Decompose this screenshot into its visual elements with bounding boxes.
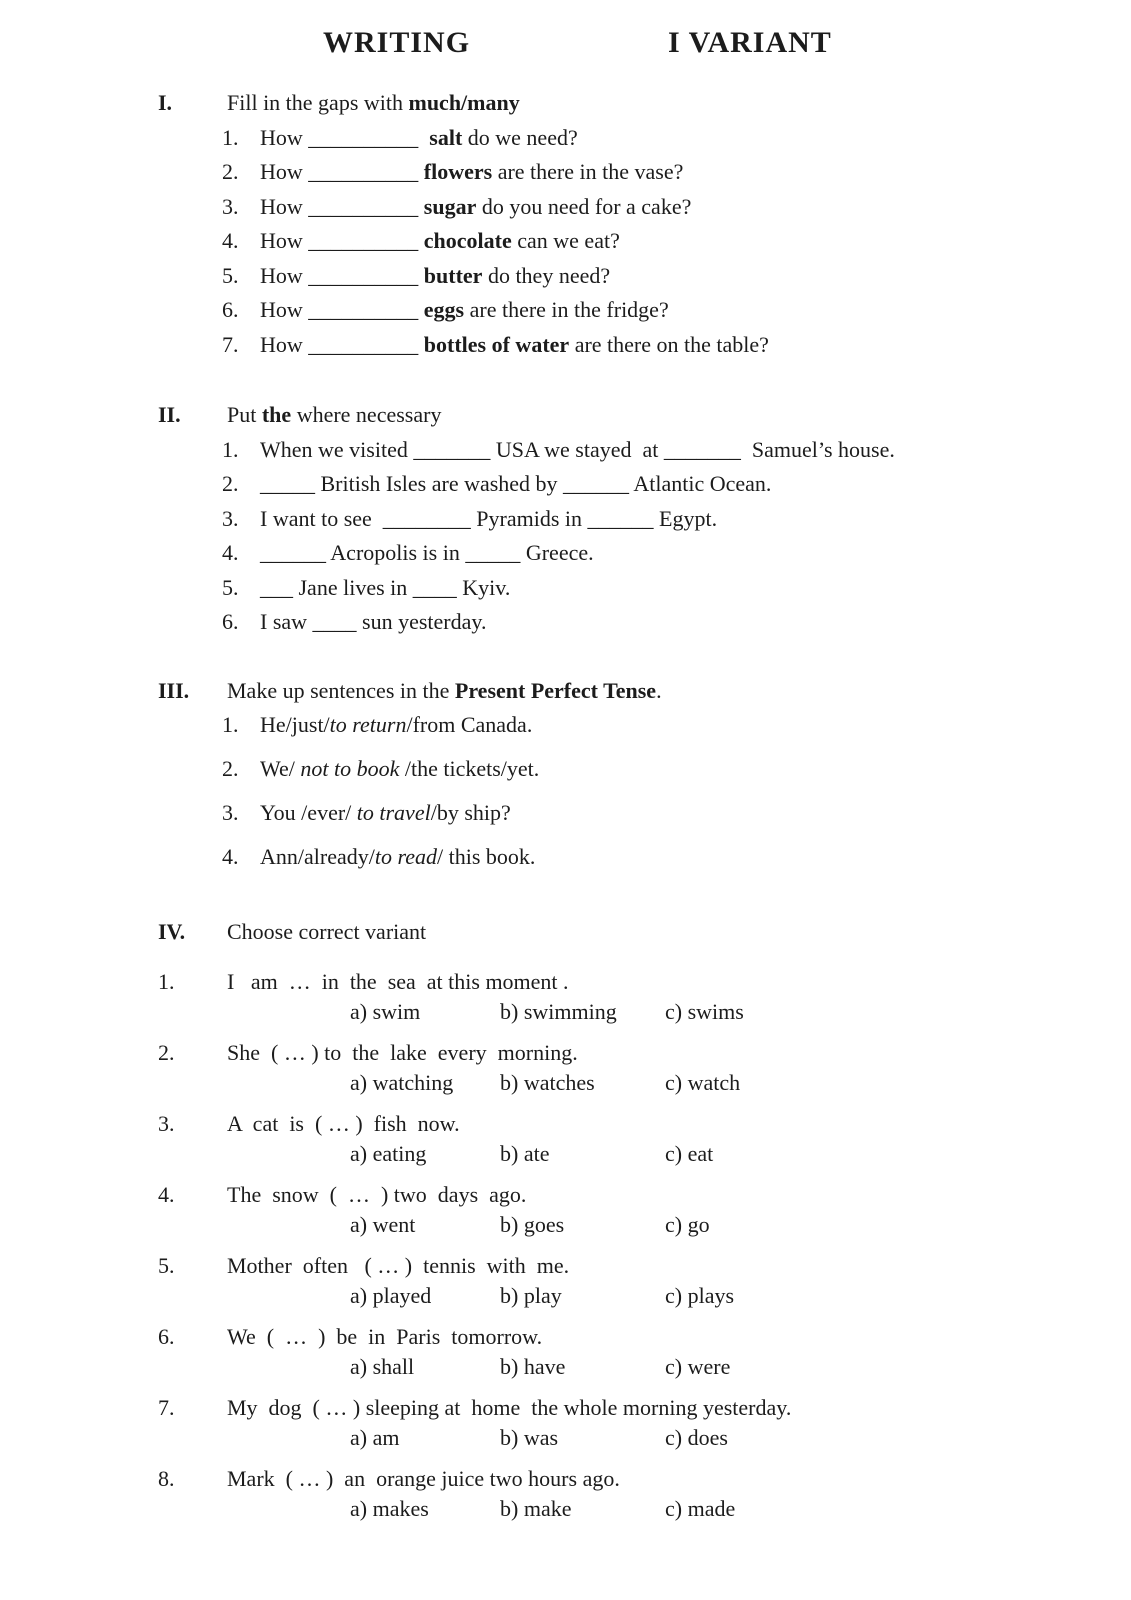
item-number: 5. (222, 574, 239, 600)
item-text (260, 840, 535, 875)
options-row (0, 997, 1131, 1027)
item-number: 3. (222, 800, 239, 825)
text-run: I want to see ________ Pyramids in ______ Egypt. (260, 505, 718, 531)
text-run: bottles of water (423, 331, 570, 357)
section-header (0, 915, 1131, 950)
option-c: c) swims (665, 999, 744, 1024)
question-number: 7. (158, 1395, 175, 1420)
list-item (0, 752, 1131, 787)
text-run: I saw ____ sun yesterday. (260, 609, 487, 634)
section-numeral: II. (158, 402, 181, 427)
item-text (260, 467, 771, 502)
list-item (0, 190, 1131, 225)
text-run: When we visited _______ USA we stayed at _______ Samuel’s house. (260, 436, 895, 462)
option-a: a) swim (350, 999, 421, 1024)
title-row (323, 26, 1131, 60)
options-row (0, 1423, 1131, 1453)
item-text (260, 259, 610, 294)
option-a: a) am (350, 1425, 400, 1450)
mcq-item (0, 1038, 1131, 1098)
option-b: b) was (500, 1425, 559, 1450)
text-run: How __________ (260, 159, 424, 184)
question-number: 6. (158, 1324, 175, 1349)
item-number: 2. (222, 471, 239, 496)
text-run: How __________ (260, 262, 424, 288)
list-item (0, 259, 1131, 294)
mcq-question (0, 1180, 1131, 1210)
text-run: do they need? (482, 262, 611, 288)
options-row (0, 1139, 1131, 1169)
options-row (0, 1281, 1131, 1311)
list-item (0, 536, 1131, 571)
text-run: do we need? (462, 124, 578, 150)
mcq-question (0, 967, 1131, 997)
item-text (260, 433, 895, 468)
section-heading (227, 915, 426, 950)
text-run: to read (374, 844, 437, 869)
item-number: 3. (222, 193, 239, 219)
mcq-question (0, 1038, 1131, 1068)
mcq-item (0, 1393, 1131, 1453)
text-run: You /ever/ (260, 800, 357, 825)
text-run: not to book (300, 756, 400, 781)
text-run: can we eat? (511, 228, 620, 253)
list-item (0, 840, 1131, 875)
section-heading (227, 398, 441, 433)
section-heading (227, 674, 662, 709)
text-run: . (656, 677, 662, 703)
section-numeral: III. (158, 677, 190, 703)
option-c: c) go (665, 1212, 710, 1237)
item-text (260, 224, 620, 259)
text-run: How __________ (260, 124, 430, 150)
item-number: 2. (222, 159, 239, 184)
list-item (0, 293, 1131, 328)
list-item (0, 224, 1131, 259)
section-numeral: I. (158, 90, 173, 115)
option-a: a) went (350, 1212, 416, 1237)
item-text (260, 293, 669, 328)
text-run: We/ (260, 756, 301, 781)
text-run: How __________ (260, 297, 424, 322)
item-text (260, 708, 532, 743)
option-b: b) goes (500, 1212, 565, 1237)
option-c: c) plays (665, 1283, 735, 1308)
options-row (0, 1068, 1131, 1098)
item-number: 4. (222, 228, 239, 253)
item-text (260, 155, 683, 190)
section-header (0, 674, 1131, 709)
question-number: 8. (158, 1466, 175, 1491)
options-row (0, 1352, 1131, 1382)
section-numeral: IV. (158, 918, 186, 944)
item-number: 2. (222, 756, 239, 781)
text-run: eggs (423, 297, 465, 322)
text-run: where necessary (291, 402, 442, 427)
item-text (260, 571, 510, 606)
text-run: / this book. (436, 844, 536, 869)
text-run: How __________ (260, 193, 424, 219)
text-run: butter (423, 262, 483, 288)
text-run: are there on the table? (569, 331, 769, 357)
text-run: salt (429, 124, 463, 150)
list-item (0, 328, 1131, 363)
option-a: a) watching (350, 1070, 454, 1095)
text-run: How __________ (260, 228, 424, 253)
mcq-question (0, 1393, 1131, 1423)
option-c: c) eat (665, 1141, 714, 1166)
text-run: much/many (408, 90, 520, 115)
item-text (260, 190, 691, 225)
item-text (260, 121, 578, 156)
question-text: We ( … ) be in Paris tomorrow. (227, 1324, 543, 1349)
page-title: WRITING (323, 26, 471, 59)
text-run: Present Perfect Tense (454, 677, 657, 703)
text-run: How __________ (260, 331, 424, 357)
list-item (0, 433, 1131, 468)
item-text (260, 502, 717, 537)
option-b: b) swimming (500, 999, 617, 1024)
item-text (260, 752, 539, 787)
list-item (0, 502, 1131, 537)
section-ii (0, 398, 1131, 640)
text-run: flowers (423, 159, 493, 184)
text-run: sugar (423, 193, 477, 219)
list-item (0, 467, 1131, 502)
item-number: 1. (222, 124, 239, 150)
list-item (0, 708, 1131, 743)
option-c: c) made (665, 1496, 736, 1521)
section-header (0, 86, 1131, 121)
list-item (0, 605, 1131, 640)
item-number: 6. (222, 297, 239, 322)
item-text (260, 796, 511, 831)
text-run: Make up sentences in the (227, 677, 455, 703)
mcq-question (0, 1109, 1131, 1139)
text-run: do you need for a cake? (476, 193, 692, 219)
item-text (260, 328, 769, 363)
text-run: /by ship? (430, 800, 511, 825)
question-text: I am … in the sea at this moment . (227, 969, 569, 994)
mcq-question (0, 1322, 1131, 1352)
option-b: b) ate (500, 1141, 550, 1166)
question-text: A cat is ( … ) fish now. (227, 1111, 460, 1136)
section-i (0, 86, 1131, 362)
text-run: He/just/ (260, 712, 330, 737)
option-b: b) have (500, 1354, 566, 1379)
question-text: She ( … ) to the lake every morning. (227, 1040, 578, 1065)
text-run: _____ British Isles are washed by ______ Atlantic Ocean. (260, 471, 772, 496)
option-b: b) make (500, 1496, 572, 1521)
text-run: chocolate (423, 228, 512, 253)
option-a: a) played (350, 1283, 432, 1308)
text-run: to travel (356, 800, 431, 825)
question-number: 5. (158, 1253, 175, 1278)
variant-label: I VARIANT (668, 26, 832, 59)
option-c: c) does (665, 1425, 728, 1450)
text-run: Fill in the gaps with (227, 90, 409, 115)
text-run: /the tickets/yet. (399, 756, 540, 781)
question-text: Mark ( … ) an orange juice two hours ago. (227, 1466, 620, 1491)
list-item (0, 571, 1131, 606)
options-row (0, 1210, 1131, 1240)
item-number: 4. (222, 540, 239, 565)
item-number: 3. (222, 505, 239, 531)
question-text: My dog ( … ) sleeping at home the whole morning yesterday. (227, 1395, 792, 1420)
list-item (0, 796, 1131, 831)
mcq-item (0, 1109, 1131, 1169)
mcq-item (0, 967, 1131, 1027)
text-run: /from Canada. (406, 712, 533, 737)
list-item (0, 155, 1131, 190)
mcq-question (0, 1464, 1131, 1494)
text-run: ___ Jane lives in ____ Kyiv. (260, 574, 511, 600)
question-number: 2. (158, 1040, 175, 1065)
option-b: b) play (500, 1283, 562, 1308)
question-text: The snow ( … ) two days ago. (227, 1182, 527, 1207)
text-run: to return (329, 712, 407, 737)
item-number: 7. (222, 331, 239, 357)
section-heading (227, 86, 520, 121)
item-number: 1. (222, 712, 239, 737)
text-run: Ann/already/ (260, 844, 375, 869)
text-run: are there in the fridge? (464, 297, 669, 322)
mcq-item (0, 1180, 1131, 1240)
mcq-item (0, 1251, 1131, 1311)
item-text (260, 605, 486, 640)
option-a: a) shall (350, 1354, 415, 1379)
question-text: Mother often ( … ) tennis with me. (227, 1253, 570, 1278)
text-run: Choose correct variant (227, 918, 427, 944)
mcq-item (0, 1464, 1131, 1524)
question-number: 3. (158, 1111, 175, 1136)
list-item (0, 121, 1131, 156)
option-c: c) watch (665, 1070, 741, 1095)
item-number: 1. (222, 436, 239, 462)
item-text (260, 536, 594, 571)
section-iii (0, 674, 1131, 875)
option-b: b) watches (500, 1070, 595, 1095)
text-run: ______ Acropolis is in _____ Greece. (260, 540, 594, 565)
section-iv (0, 915, 1131, 1525)
mcq-item (0, 1322, 1131, 1382)
text-run: are there in the vase? (492, 159, 684, 184)
option-c: c) were (665, 1354, 731, 1379)
text-run: the (261, 402, 292, 427)
item-number: 5. (222, 262, 239, 288)
question-number: 1. (158, 969, 175, 994)
item-number: 4. (222, 844, 239, 869)
sections-container (0, 86, 1131, 1524)
item-number: 6. (222, 609, 239, 634)
text-run: Put (227, 402, 262, 427)
section-header (0, 398, 1131, 433)
option-a: a) eating (350, 1141, 427, 1166)
options-row (0, 1494, 1131, 1524)
question-number: 4. (158, 1182, 175, 1207)
mcq-question (0, 1251, 1131, 1281)
option-a: a) makes (350, 1496, 429, 1521)
